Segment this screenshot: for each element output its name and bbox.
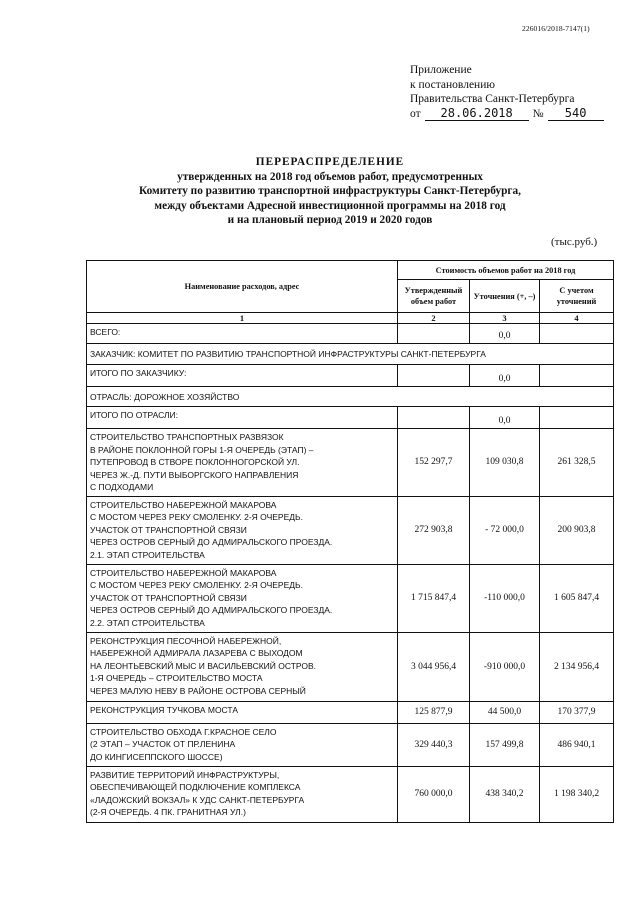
cell-approved: 3 044 956,4 bbox=[398, 632, 470, 701]
cell-total: 2 134 956,4 bbox=[540, 632, 614, 701]
row-label-line: ЧЕРЕЗ Ж.-Д. ПУТИ ВЫБОРГСКОГО НАПРАВЛЕНИЯ bbox=[90, 469, 299, 480]
appendix-line: Правительства Санкт-Петербурга bbox=[410, 93, 575, 105]
cell-total: 261 328,5 bbox=[540, 429, 614, 497]
table-row bbox=[87, 723, 614, 766]
row-label bbox=[87, 496, 398, 564]
row-label-line: ЧЕРЕЗ ОСТРОВ СЕРНЫЙ ДО АДМИРАЛЬСКОГО ПРОЕЗДА. bbox=[90, 605, 333, 615]
header-clarification: Уточнения (+, –) bbox=[470, 280, 540, 313]
title-line: Комитету по развитию транспортной инфраструктуры Санкт-Петербурга, bbox=[138, 185, 522, 197]
table-row bbox=[87, 387, 614, 407]
header-approved: Утвержденный объем работ bbox=[398, 280, 470, 313]
header-total: С учетом уточнений bbox=[540, 280, 614, 313]
cell-total bbox=[540, 407, 614, 429]
cell-approved bbox=[398, 365, 470, 387]
row-label-line: ДО КИНГИСЕППСКОГО ШОССЕ) bbox=[90, 751, 223, 762]
row-label-line: ОБЕСПЕЧИВАЮЩЕЙ ПОДКЛЮЧЕНИЕ КОМПЛЕКСА bbox=[90, 782, 301, 792]
table-row bbox=[87, 365, 614, 387]
resolution-date-line bbox=[410, 107, 604, 122]
row-label: ИТОГО ПО ЗАКАЗЧИКУ: bbox=[87, 365, 398, 387]
number-sign: № bbox=[532, 107, 544, 120]
document-id: 226016/2018-7147(1) bbox=[522, 24, 590, 33]
table-row bbox=[87, 564, 614, 632]
section-header-cell: ОТРАСЛЬ: ДОРОЖНОЕ ХОЗЯЙСТВО bbox=[87, 387, 614, 407]
cell-approved: 125 877,9 bbox=[398, 701, 470, 723]
cell-total: 170 377,9 bbox=[540, 701, 614, 723]
row-label bbox=[87, 632, 398, 701]
row-label-line: ЧЕРЕЗ МАЛУЮ НЕВУ В РАЙОНЕ ОСТРОВА СЕРНЫЙ bbox=[90, 685, 306, 696]
row-label bbox=[87, 429, 398, 497]
redistribution-table bbox=[86, 260, 614, 823]
appendix-line: к постановлению bbox=[410, 78, 495, 91]
title-main: ПЕРЕРАСПРЕДЕЛЕНИЕ bbox=[255, 156, 405, 168]
resolution-date: 28.06.2018 bbox=[425, 107, 529, 121]
row-label-line: СТРОИТЕЛЬСТВО НАБЕРЕЖНОЙ МАКАРОВА bbox=[90, 567, 277, 578]
row-label-line: 1-Я ОЧЕРЕДЬ – СТРОИТЕЛЬСТВО МОСТА bbox=[90, 673, 263, 683]
row-label-line: ПУТЕПРОВОД В СТВОРЕ ПОКЛОННОГОРСКОЙ УЛ. bbox=[90, 457, 300, 467]
row-label-line: С МОСТОМ ЧЕРЕЗ РЕКУ СМОЛЕНКУ. 2-Я ОЧЕРЕДЬ. bbox=[90, 512, 303, 522]
cell-clarif: 157 499,8 bbox=[470, 723, 540, 766]
cell-clarif: 0,0 bbox=[470, 365, 540, 387]
cell-clarif: -110 000,0 bbox=[470, 564, 540, 632]
document-title bbox=[50, 155, 610, 228]
title-line: и на плановый период 2019 и 2020 годов bbox=[227, 214, 433, 226]
table-row bbox=[87, 701, 614, 723]
row-label-line: 2.1. ЭТАП СТРОИТЕЛЬСТВА bbox=[90, 549, 205, 560]
cell-approved: 152 297,7 bbox=[398, 429, 470, 497]
cell-approved bbox=[398, 407, 470, 429]
row-label bbox=[87, 723, 398, 766]
row-label: РЕКОНСТРУКЦИЯ ТУЧКОВА МОСТА bbox=[87, 701, 398, 723]
row-label-line: СТРОИТЕЛЬСТВО ТРАНСПОРТНЫХ РАЗВЯЗОК bbox=[90, 432, 284, 442]
table-row bbox=[87, 429, 614, 497]
row-label-line: УЧАСТОК ОТ ТРАНСПОРТНОЙ СВЯЗИ bbox=[90, 592, 247, 603]
cell-clarif: 109 030,8 bbox=[470, 429, 540, 497]
column-number: 2 bbox=[398, 313, 470, 324]
appendix-line: Приложение bbox=[410, 64, 472, 76]
cell-clarif: 0,0 bbox=[470, 324, 540, 344]
cell-total: 486 940,1 bbox=[540, 723, 614, 766]
row-label bbox=[87, 766, 398, 822]
table-row bbox=[87, 496, 614, 564]
row-label-line: В РАЙОНЕ ПОКЛОННОЙ ГОРЫ 1-Я ОЧЕРЕДЬ (ЭТАП) – bbox=[90, 444, 314, 455]
row-label-line: 2.2. ЭТАП СТРОИТЕЛЬСТВА bbox=[90, 617, 205, 628]
row-label-line: ЧЕРЕЗ ОСТРОВ СЕРНЫЙ ДО АДМИРАЛЬСКОГО ПРОЕЗДА. bbox=[90, 537, 333, 547]
column-number: 3 bbox=[470, 313, 540, 324]
cell-clarif: - 72 000,0 bbox=[470, 496, 540, 564]
row-label bbox=[87, 564, 398, 632]
table-row bbox=[87, 344, 614, 365]
row-label: ВСЕГО: bbox=[87, 324, 398, 344]
row-label-line: С МОСТОМ ЧЕРЕЗ РЕКУ СМОЛЕНКУ. 2-Я ОЧЕРЕДЬ. bbox=[90, 580, 303, 590]
cell-total bbox=[540, 365, 614, 387]
appendix-block bbox=[410, 63, 604, 121]
table-row bbox=[87, 407, 614, 429]
row-label-line: НАБЕРЕЖНОЙ АДМИРАЛА ЛАЗАРЕВА С ВЫХОДОМ bbox=[90, 648, 303, 658]
row-label-line: (2 ЭТАП – УЧАСТОК ОТ ПР.ЛЕНИНА bbox=[90, 739, 236, 749]
cell-approved: 760 000,0 bbox=[398, 766, 470, 822]
cell-clarif: 0,0 bbox=[470, 407, 540, 429]
cell-total: 1 605 847,4 bbox=[540, 564, 614, 632]
cell-total: 1 198 340,2 bbox=[540, 766, 614, 822]
cell-approved: 329 440,3 bbox=[398, 723, 470, 766]
header-name: Наименование расходов, адрес bbox=[87, 261, 398, 313]
row-label-line: (2-Я ОЧЕРЕДЬ. 4 ПК. ГРАНИТНАЯ УЛ.) bbox=[90, 807, 246, 817]
row-label-line: РАЗВИТИЕ ТЕРРИТОРИЙ ИНФРАСТРУКТУРЫ, bbox=[90, 769, 280, 780]
cell-approved bbox=[398, 324, 470, 344]
table-row bbox=[87, 324, 614, 344]
row-label-line: С ПОДХОДАМИ bbox=[90, 482, 154, 492]
row-label-line: УЧАСТОК ОТ ТРАНСПОРТНОЙ СВЯЗИ bbox=[90, 524, 247, 535]
resolution-number: 540 bbox=[548, 107, 604, 121]
column-number: 4 bbox=[540, 313, 614, 324]
row-label-line: РЕКОНСТРУКЦИЯ ПЕСОЧНОЙ НАБЕРЕЖНОЙ, bbox=[90, 635, 282, 646]
from-label: от bbox=[410, 107, 421, 120]
row-label-line: «ЛАДОЖСКИЙ ВОКЗАЛ» К УДС САНКТ-ПЕТЕРБУРГА bbox=[90, 794, 305, 805]
cell-total: 200 903,8 bbox=[540, 496, 614, 564]
cell-clarif: 44 500,0 bbox=[470, 701, 540, 723]
cell-approved: 1 715 847,4 bbox=[398, 564, 470, 632]
cell-clarif: 438 340,2 bbox=[470, 766, 540, 822]
table-row bbox=[87, 766, 614, 822]
row-label-line: СТРОИТЕЛЬСТВО НАБЕРЕЖНОЙ МАКАРОВА bbox=[90, 499, 277, 510]
title-line: утвержденных на 2018 год объемов работ, предусмотренных bbox=[177, 170, 483, 183]
column-number: 1 bbox=[87, 313, 398, 324]
row-label-line: НА ЛЕОНТЬЕВСКИЙ МЫС И ВАСИЛЬЕВСКИЙ ОСТРОВ. bbox=[90, 660, 317, 671]
cell-approved: 272 903,8 bbox=[398, 496, 470, 564]
title-line: между объектами Адресной инвестиционной программы на 2018 год bbox=[154, 199, 506, 212]
cell-clarif: -910 000,0 bbox=[470, 632, 540, 701]
section-header-cell: ЗАКАЗЧИК: КОМИТЕТ ПО РАЗВИТИЮ ТРАНСПОРТНОЙ ИНФРАСТРУКТУРЫ САНКТ-ПЕТЕРБУРГА bbox=[87, 344, 614, 365]
cell-total bbox=[540, 324, 614, 344]
table-row bbox=[87, 632, 614, 701]
row-label-line: СТРОИТЕЛЬСТВО ОБХОДА Г.КРАСНОЕ СЕЛО bbox=[90, 726, 277, 737]
header-cost-group: Стоимость объемов работ на 2018 год bbox=[398, 261, 614, 280]
units-label: (тыс.руб.) bbox=[551, 236, 598, 248]
row-label: ИТОГО ПО ОТРАСЛИ: bbox=[87, 407, 398, 429]
